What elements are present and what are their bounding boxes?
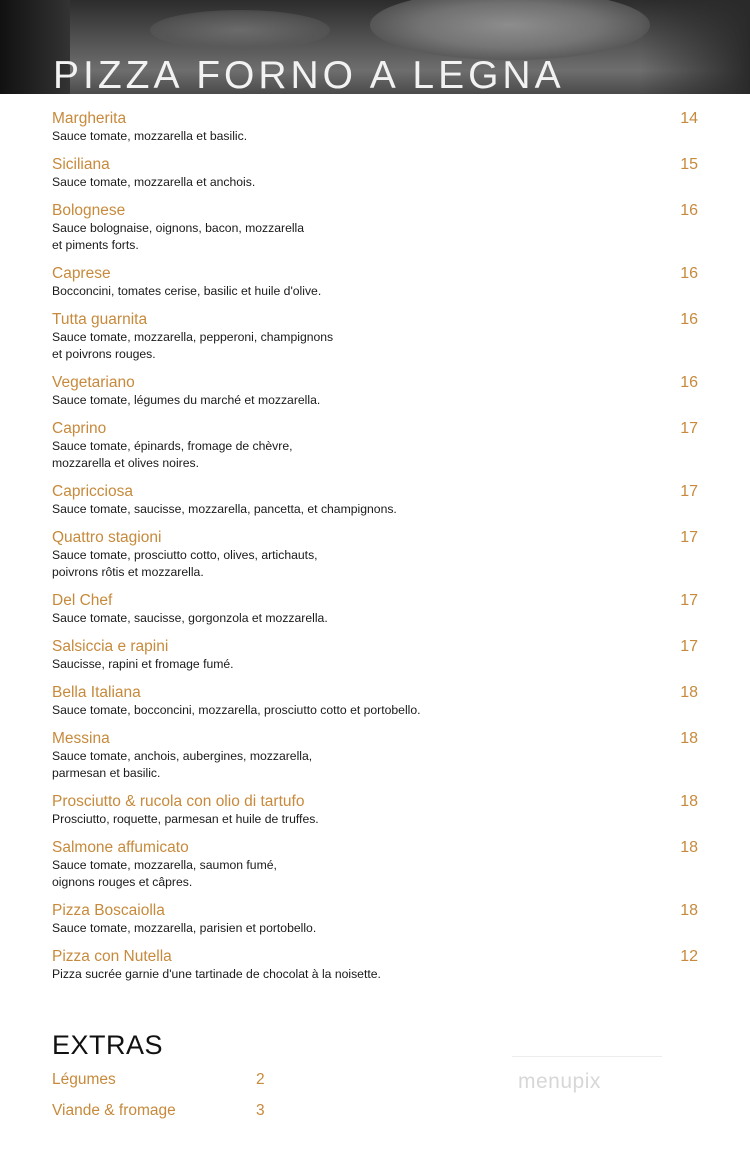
menu-item-price: 17 [680, 592, 698, 609]
menu-item-price: 18 [680, 839, 698, 856]
menu-item-description: Saucisse, rapini et fromage fumé. [52, 657, 234, 671]
menu-item-price: 18 [680, 793, 698, 810]
menu-item-price: 18 [680, 902, 698, 919]
menu-item-name: Capricciosa [52, 483, 133, 500]
menu-item-name: Pizza Boscaiolla [52, 902, 165, 919]
menu-item [52, 529, 702, 581]
menu-item-name: Caprese [52, 265, 111, 282]
menu-item-name: Caprino [52, 420, 107, 437]
menu-item [52, 311, 702, 363]
menu-item [52, 684, 702, 719]
menu-item-name: Messina [52, 730, 110, 747]
menu-item [52, 948, 702, 983]
menu-item [52, 265, 702, 300]
watermark: menupix [518, 1070, 601, 1093]
extra-item-price: 3 [256, 1102, 265, 1119]
banner-photo-pizza [370, 0, 650, 60]
menu-item [52, 420, 702, 472]
menu-item-description: et piments forts. [52, 238, 139, 252]
menu-item-description: Sauce tomate, mozzarella, parisien et portobello. [52, 921, 317, 935]
menu-item-description: Sauce tomate, légumes du marché et mozzarella. [52, 393, 321, 407]
menu-item-description: Sauce bolognaise, oignons, bacon, mozzarella [52, 221, 305, 235]
extra-item [52, 1102, 282, 1120]
extra-item [52, 1071, 282, 1089]
menu-item [52, 902, 702, 937]
menu-item-name: Del Chef [52, 592, 113, 609]
menu-item-description: Sauce tomate, anchois, aubergines, mozzarella, [52, 749, 313, 763]
menu-item-description: Sauce tomate, mozzarella et anchois. [52, 175, 256, 189]
menu-item-description: poivrons rôtis et mozzarella. [52, 565, 204, 579]
menu-item-name: Prosciutto & rucola con olio di tartufo [52, 793, 305, 810]
menu-item-name: Quattro stagioni [52, 529, 162, 546]
menu-item-description: parmesan et basilic. [52, 766, 161, 780]
menu-item [52, 202, 702, 254]
menu-item-description: Bocconcini, tomates cerise, basilic et huile d'olive. [52, 284, 322, 298]
menu-item [52, 374, 702, 409]
menu-item-description: Sauce tomate, prosciutto cotto, olives, artichauts, [52, 548, 318, 562]
menu-item-name: Vegetariano [52, 374, 135, 391]
menu-item-price: 16 [680, 202, 698, 219]
menu-item-name: Tutta guarnita [52, 311, 148, 328]
extra-item-name: Viande & fromage [52, 1102, 176, 1119]
menu-item-description: Sauce tomate, saucisse, gorgonzola et mozzarella. [52, 611, 328, 625]
header-banner [0, 0, 750, 94]
menu-item-price: 16 [680, 311, 698, 328]
menu-item [52, 592, 702, 627]
menu-item-description: Sauce tomate, mozzarella, saumon fumé, [52, 858, 277, 872]
extra-item-name: Légumes [52, 1071, 116, 1088]
menu-item-name: Salsiccia e rapini [52, 638, 169, 655]
menu-item-description: Sauce tomate, mozzarella, pepperoni, champignons [52, 330, 334, 344]
menu-item-price: 17 [680, 420, 698, 437]
menu-item-price: 16 [680, 374, 698, 391]
page-title: PIZZA FORNO A LEGNA [53, 56, 565, 94]
menu-item [52, 839, 702, 891]
menu-item-price: 17 [680, 483, 698, 500]
menu-item-description: Sauce tomate, épinards, fromage de chèvre, [52, 439, 293, 453]
menu-item-price: 12 [680, 948, 698, 965]
menu-item-name: Bolognese [52, 202, 126, 219]
extra-item-price: 2 [256, 1071, 265, 1088]
pizza-menu-list [52, 110, 702, 994]
menu-item-description: et poivrons rouges. [52, 347, 156, 361]
menu-item-name: Salmone affumicato [52, 839, 189, 856]
menu-item-price: 16 [680, 265, 698, 282]
menu-item-name: Bella Italiana [52, 684, 141, 701]
menu-item-description: mozzarella et olives noires. [52, 456, 199, 470]
menu-item-description: Pizza sucrée garnie d'une tartinade de chocolat à la noisette. [52, 967, 381, 981]
menu-item [52, 793, 702, 828]
menu-item-description: Prosciutto, roquette, parmesan et huile de truffes. [52, 812, 319, 826]
menu-item-name: Siciliana [52, 156, 110, 173]
menu-item-price: 17 [680, 638, 698, 655]
menu-item [52, 483, 702, 518]
menu-item [52, 110, 702, 145]
menu-item-description: oignons rouges et câpres. [52, 875, 193, 889]
banner-photo-shadow-right [640, 0, 750, 94]
menu-item-description: Sauce tomate, mozzarella et basilic. [52, 129, 248, 143]
menu-item-description: Sauce tomate, saucisse, mozzarella, pancetta, et champignons. [52, 502, 397, 516]
menu-item [52, 638, 702, 673]
banner-photo-pizza-left [150, 10, 330, 50]
menu-item [52, 156, 702, 191]
watermark-line [512, 1056, 662, 1057]
menu-item [52, 730, 702, 782]
extras-title: EXTRAS [52, 1030, 164, 1060]
menu-item-description: Sauce tomate, bocconcini, mozzarella, prosciutto cotto et portobello. [52, 703, 421, 717]
menu-item-price: 18 [680, 684, 698, 701]
menu-item-price: 18 [680, 730, 698, 747]
menu-item-name: Margherita [52, 110, 127, 127]
menu-item-price: 15 [680, 156, 698, 173]
menu-item-name: Pizza con Nutella [52, 948, 172, 965]
menu-item-price: 14 [680, 110, 698, 127]
menu-item-price: 17 [680, 529, 698, 546]
